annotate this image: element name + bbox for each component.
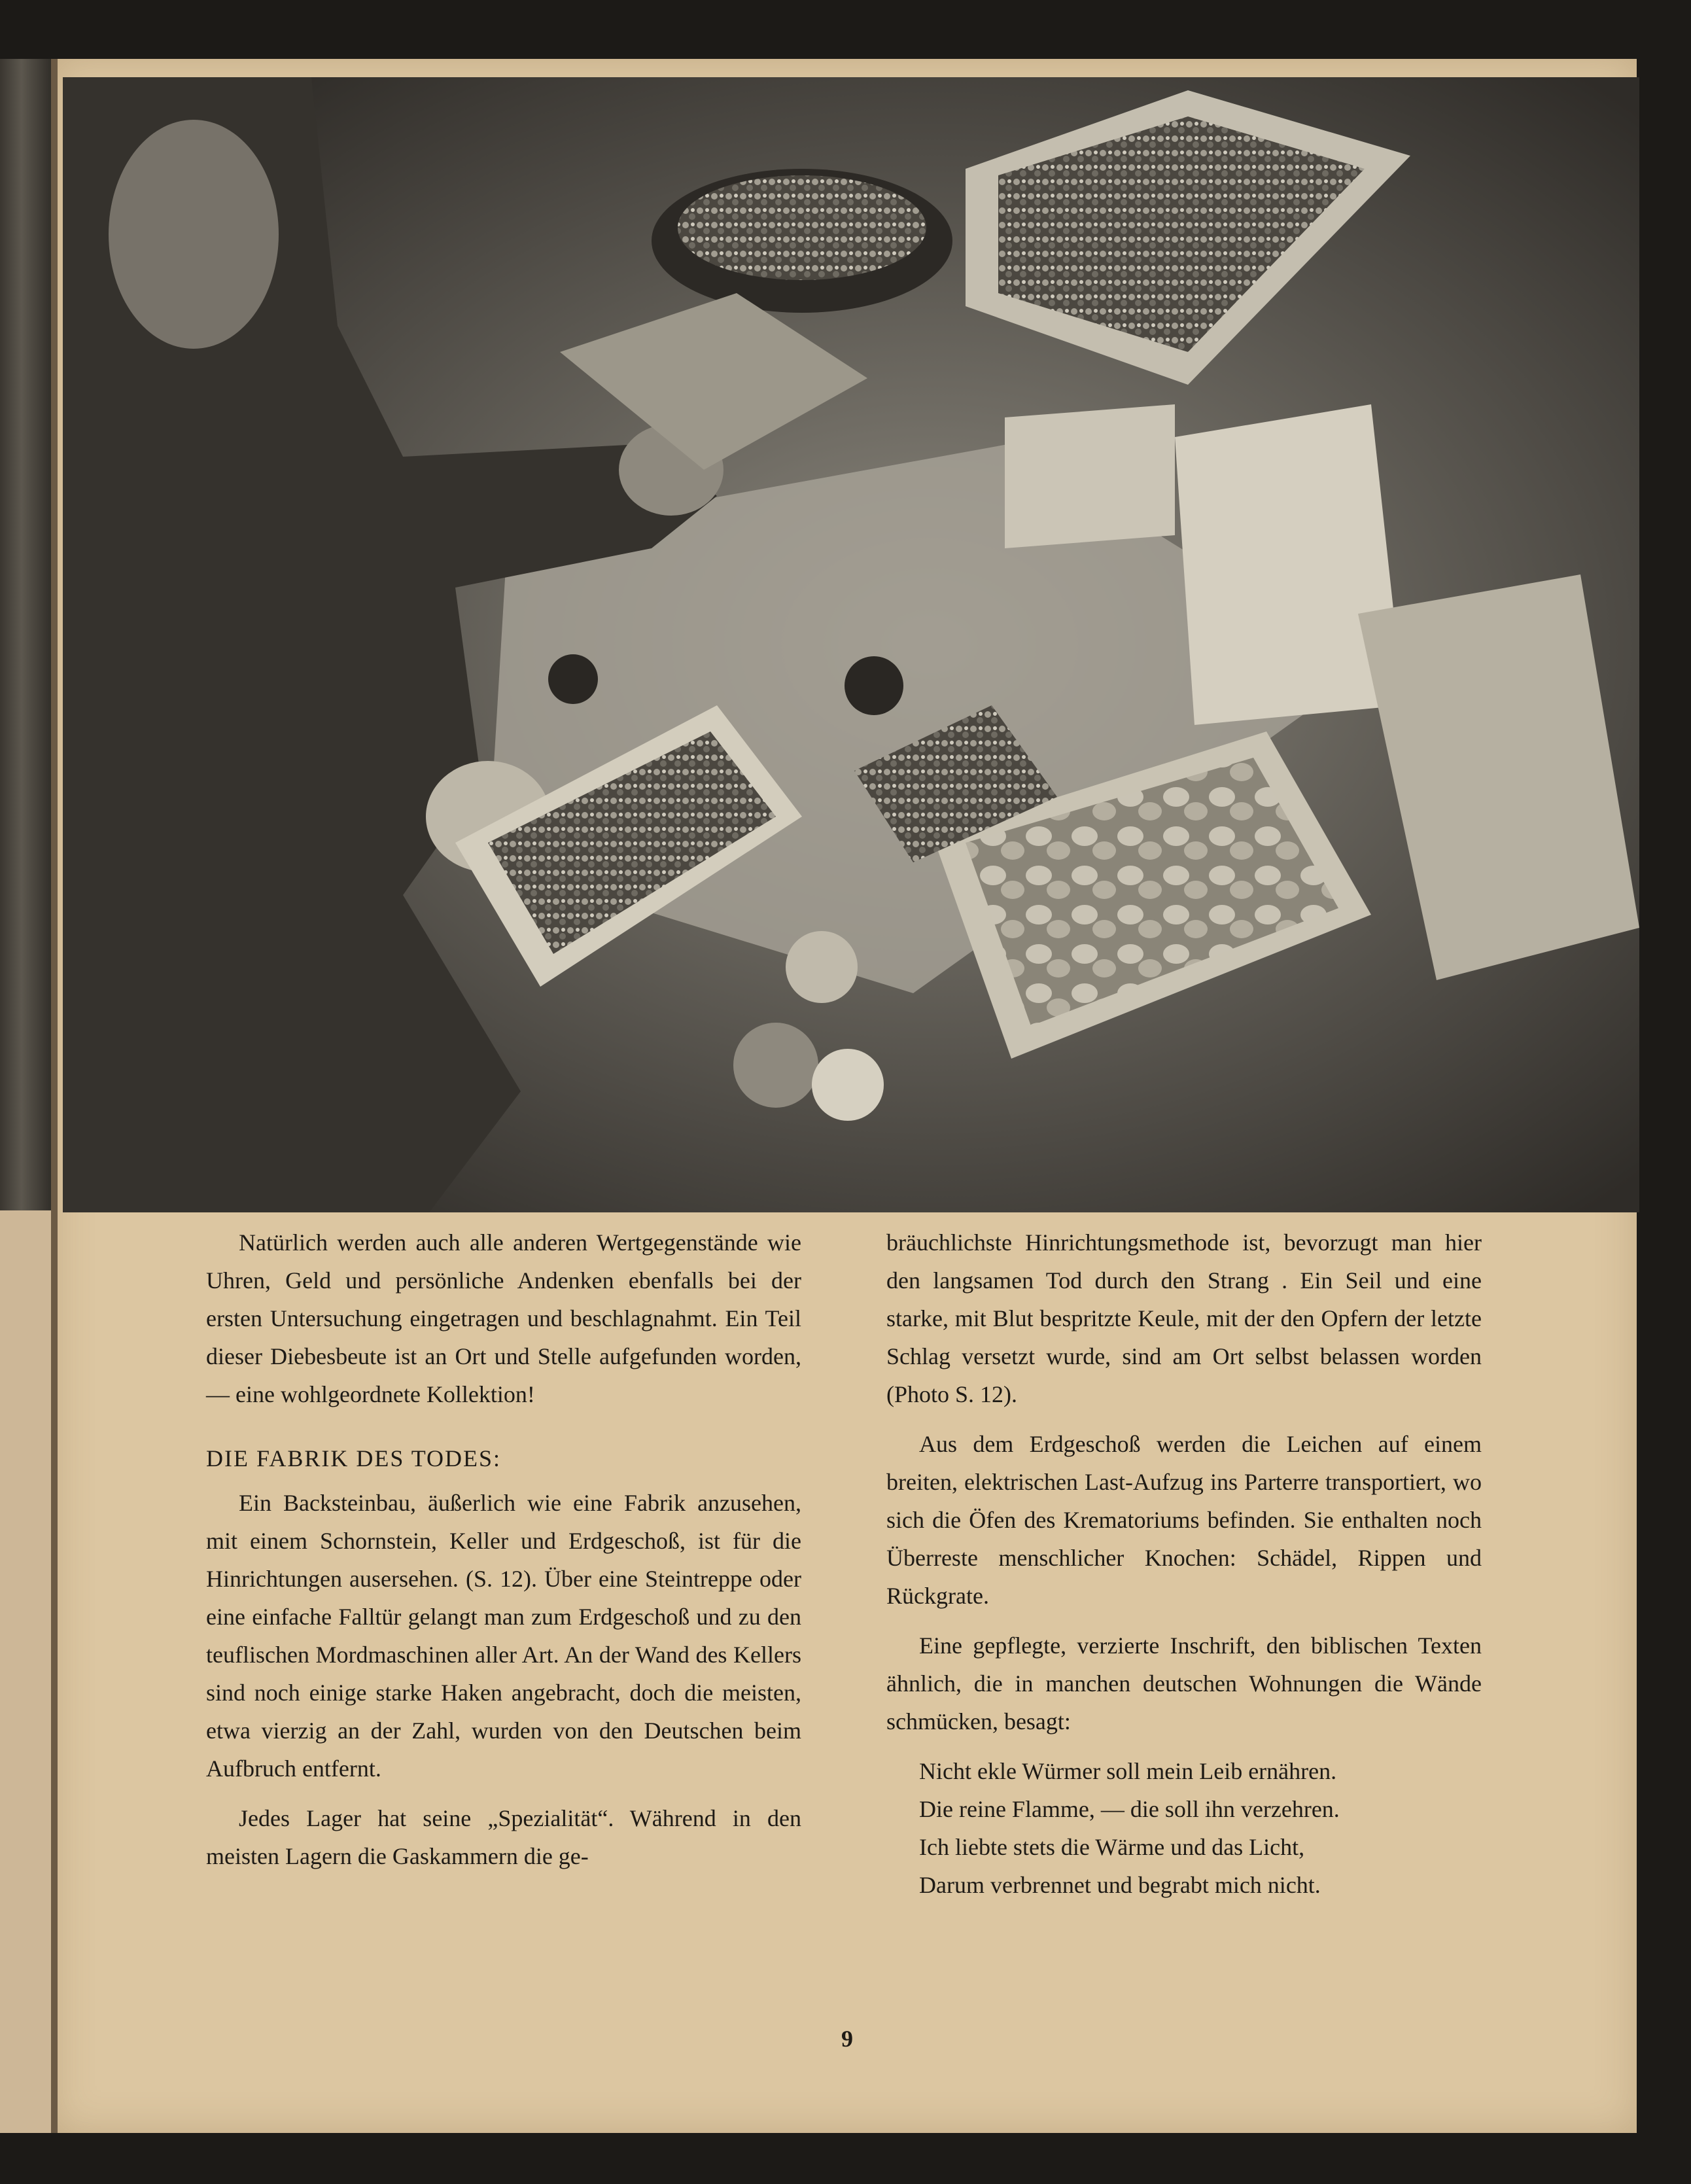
poem-line: Darum verbrennet und begrabt mich nicht. [919, 1872, 1321, 1898]
paragraph-brick-building: Ein Backsteinbau, äußerlich wie eine Fabrik anzusehen, mit einem Schornstein, Keller und Erdgeschoß, ist für die Hinrichtungen ausersehen. (S. 12). Über eine Steintreppe oder eine einfache Falltür gelangt man zum Erdgeschoß und zu den teuflischen Mordmaschinen aller Art. An der Wand des Kellers sind noch einige starke Haken angebracht, doch die meisten, etwa vierzig an der Zahl, wurden von den Deutschen beim Aufbruch entfernt. [206, 1490, 801, 1782]
paragraph-execution-method: bräuchlichste Hinrichtungsmethode ist, bevorzugt man hier den langsamen Tod durch den Strang . Ein Seil und eine starke, mit Blut bespritzte Keule, mit der den Opfern der letzte Schlag versetzt wurde, sind am Ort selbst belassen worden (Photo S. 12). [886, 1229, 1482, 1407]
inscription-poem [919, 1752, 1482, 1904]
paragraph-elevator: Aus dem Erdgeschoß werden die Leichen auf einem breiten, elektrischen Last-Aufzug ins Parterre transportiert, wo sich die Öfen des Krematoriums befinden. Sie enthalten noch Überreste menschlicher Knochen: Schädel, Rippen und Rückgrate. [886, 1431, 1482, 1609]
man-face [109, 120, 279, 349]
poem-line: Nicht ekle Würmer soll mein Leib ernähren. [919, 1758, 1337, 1784]
section-heading: DIE FABRIK DES TODES: [206, 1445, 502, 1471]
right-text-column [886, 1224, 1482, 1904]
paragraph-valuables: Natürlich werden auch alle anderen Wertgegenstände wie Uhren, Geld und persönliche Andenken ebenfalls bei der ersten Untersuchung eingetragen und beschlagnahmt. Ein Teil dieser Diebesbeute ist an Ort und Stelle aufgefunden worden, — eine wohlgeordnete Kollektion! [206, 1229, 801, 1407]
white-box-lid [1175, 404, 1404, 725]
page-number: 9 [841, 2026, 853, 2052]
left-facing-page [0, 59, 54, 2133]
tin-can [733, 1023, 818, 1108]
pocket-watch [812, 1049, 884, 1121]
left-page-photo-edge [0, 59, 54, 1210]
open-box-right [1005, 404, 1175, 548]
paragraph-speciality: Jedes Lager hat seine „Spezialität“. Während in den meisten Lagern die Gaskammern die ge- [206, 1805, 801, 1869]
round-tin [786, 931, 858, 1003]
jar [548, 654, 598, 704]
bowl-contents [678, 175, 926, 280]
left-text-column [206, 1224, 801, 1887]
photograph-sorted-valuables [63, 77, 1639, 1212]
book-spine [51, 59, 58, 2133]
poem-line: Ich liebte stets die Wärme und das Licht, [919, 1834, 1305, 1860]
photo-illustration [63, 77, 1639, 1212]
jar-two [845, 656, 903, 715]
poem-line: Die reine Flamme, — die soll ihn verzehren. [919, 1796, 1340, 1822]
paragraph-inscription: Eine gepflegte, verzierte Inschrift, den biblischen Texten ähnlich, die in manchen deutschen Wohnungen die Wände schmücken, besagt: [886, 1632, 1482, 1735]
